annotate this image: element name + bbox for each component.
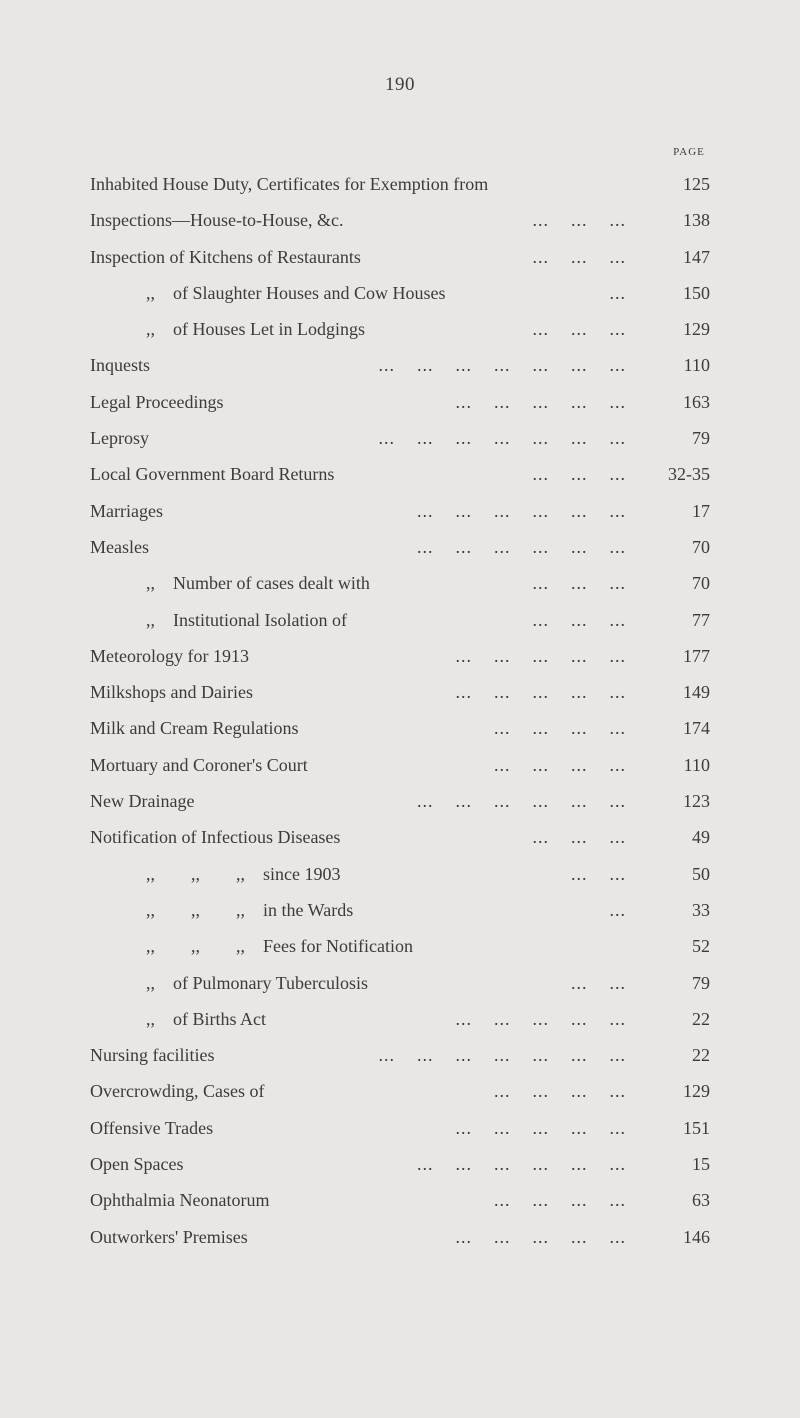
- entry-page-number: 110: [683, 355, 710, 376]
- entry-page-number: 32-35: [668, 464, 710, 485]
- entry-label: ,, of Births Act: [146, 1008, 266, 1029]
- page-number: 190: [385, 74, 415, 95]
- entry-page-number: 123: [683, 791, 710, 812]
- entry-page-number: 147: [683, 246, 710, 267]
- entry-label: Marriages: [90, 500, 163, 521]
- entry-page-number: 149: [683, 682, 710, 703]
- entry-label: ,, ,, ,, in the Wards: [146, 899, 354, 920]
- entry-leader-dots: ... ... ... ... ... ...: [417, 791, 626, 812]
- index-entry: [90, 311, 710, 347]
- entry-leader-dots: ... ... ... ... ...: [455, 1226, 626, 1247]
- entry-page-number: 50: [692, 863, 710, 884]
- entry-label: Mortuary and Coroner's Court: [90, 754, 308, 775]
- entry-page-number: 163: [683, 391, 710, 412]
- entry-label: ,, of Pulmonary Tuberculosis: [146, 972, 369, 993]
- entry-leader-dots: ... ... ... ...: [494, 754, 626, 775]
- entry-page-number: 49: [692, 827, 710, 848]
- entry-label: Inhabited House Duty, Certificates for Exemption from: [90, 174, 489, 194]
- entry-page-number: 79: [692, 972, 710, 993]
- entry-page-number: 150: [683, 282, 710, 303]
- entry-page-number: 129: [683, 1081, 710, 1102]
- entry-page-number: 110: [683, 754, 710, 775]
- entry-leader-dots: ... ... ... ...: [494, 718, 626, 739]
- entry-label: Local Government Board Returns: [90, 464, 335, 485]
- entry-leader-dots: ... ... ... ... ... ... ...: [378, 355, 626, 376]
- index-entry: [90, 456, 710, 492]
- entry-label: Milk and Cream Regulations: [90, 718, 299, 739]
- entry-label: ,, Institutional Isolation of: [146, 609, 347, 630]
- index-entry: [90, 529, 710, 565]
- entry-page-number: 22: [692, 1008, 710, 1029]
- entry-leader-dots: ... ...: [571, 863, 626, 884]
- entry-leader-dots: ...: [609, 282, 626, 303]
- index-entry: [90, 1037, 710, 1073]
- entry-label: Legal Proceedings: [90, 391, 224, 412]
- index-entry: [90, 565, 710, 601]
- entry-page-number: 151: [683, 1117, 710, 1138]
- entry-leader-dots: ... ... ... ... ...: [455, 1117, 626, 1138]
- index-entry: [90, 384, 710, 420]
- index-entry: [90, 928, 710, 964]
- entry-label: Open Spaces: [90, 1154, 184, 1175]
- entry-page-number: 63: [692, 1190, 710, 1211]
- index-entry: [90, 710, 710, 746]
- entry-page-number: 52: [692, 936, 710, 957]
- entry-page-number: 146: [683, 1226, 710, 1247]
- index-entry: [90, 166, 710, 202]
- page-column-heading: PAGE: [673, 146, 705, 158]
- entry-leader-dots: ...: [609, 899, 626, 920]
- entry-leader-dots: ... ... ... ...: [494, 1190, 626, 1211]
- entry-leader-dots: ... ... ... ... ... ...: [417, 1154, 626, 1175]
- index-list: [90, 166, 710, 1255]
- entry-leader-dots: ... ... ... ... ...: [455, 391, 626, 412]
- entry-label: ,, Number of cases dealt with: [146, 573, 370, 594]
- index-entry: [90, 275, 710, 311]
- entry-leader-dots: ... ... ...: [532, 210, 626, 231]
- index-entry: [90, 1110, 710, 1146]
- index-entry: [90, 674, 710, 710]
- entry-label: Outworkers' Premises: [90, 1226, 248, 1247]
- entry-leader-dots: ... ... ...: [532, 573, 626, 594]
- entry-leader-dots: ... ... ... ... ...: [455, 682, 626, 703]
- entry-label: ,, of Slaughter Houses and Cow Houses: [146, 282, 446, 303]
- index-entry: [90, 856, 710, 892]
- entry-leader-dots: ... ... ... ... ... ... ...: [378, 428, 626, 449]
- index-entry: [90, 892, 710, 928]
- index-entry: [90, 1182, 710, 1218]
- entry-leader-dots: ... ... ... ... ... ...: [417, 500, 626, 521]
- entry-page-number: 79: [692, 428, 710, 449]
- entry-leader-dots: ... ... ... ... ...: [455, 1008, 626, 1029]
- index-entry: [90, 1146, 710, 1182]
- entry-leader-dots: ... ... ...: [532, 319, 626, 340]
- entry-page-number: 125: [683, 174, 710, 194]
- entry-leader-dots: ... ... ... ...: [494, 1081, 626, 1102]
- entry-page-number: 70: [692, 573, 710, 594]
- entry-leader-dots: ... ... ...: [532, 246, 626, 267]
- entry-page-number: 177: [683, 645, 710, 666]
- index-entry: [90, 965, 710, 1001]
- index-entry: [90, 202, 710, 238]
- index-entry: [90, 1073, 710, 1109]
- entry-page-number: 138: [683, 210, 710, 231]
- index-entry: [90, 819, 710, 855]
- entry-leader-dots: ... ... ...: [532, 464, 626, 485]
- entry-page-number: 33: [692, 899, 710, 920]
- index-entry: [90, 638, 710, 674]
- entry-label: ,, ,, ,, since 1903: [146, 863, 341, 884]
- entry-page-number: 15: [692, 1154, 710, 1175]
- index-entry: [90, 1219, 710, 1255]
- entry-label: Milkshops and Dairies: [90, 682, 253, 703]
- entry-leader-dots: ... ... ... ... ... ... ...: [378, 1045, 626, 1066]
- entry-leader-dots: ... ... ...: [532, 609, 626, 630]
- index-entry: [90, 602, 710, 638]
- entry-label: ,, of Houses Let in Lodgings: [146, 319, 365, 340]
- entry-page-number: 22: [692, 1045, 710, 1066]
- entry-label: Inquests: [90, 355, 150, 376]
- entry-label: ,, ,, ,, Fees for Notification: [146, 936, 413, 957]
- entry-page-number: 174: [683, 718, 710, 739]
- index-entry: [90, 783, 710, 819]
- index-entry: [90, 420, 710, 456]
- entry-label: Nursing facilities: [90, 1045, 215, 1066]
- entry-label: Ophthalmia Neonatorum: [90, 1190, 270, 1211]
- entry-leader-dots: ... ... ...: [532, 827, 626, 848]
- entry-label: Overcrowding, Cases of: [90, 1081, 265, 1102]
- entry-label: Meteorology for 1913: [90, 645, 249, 666]
- entry-label: Inspection of Kitchens of Restaurants: [90, 246, 361, 267]
- entry-page-number: 77: [692, 609, 710, 630]
- entry-leader-dots: ... ...: [571, 972, 626, 993]
- entry-leader-dots: ... ... ... ... ...: [455, 645, 626, 666]
- entry-page-number: 17: [692, 500, 710, 521]
- index-entry: [90, 493, 710, 529]
- entry-label: Notification of Infectious Diseases: [90, 827, 341, 848]
- entry-label: Offensive Trades: [90, 1117, 214, 1138]
- entry-page-number: 129: [683, 319, 710, 340]
- entry-label: Leprosy: [90, 428, 149, 449]
- index-entry: [90, 1001, 710, 1037]
- entry-page-number: 70: [692, 536, 710, 557]
- index-entry: [90, 747, 710, 783]
- entry-label: Measles: [90, 536, 149, 557]
- entry-leader-dots: ... ... ... ... ... ...: [417, 536, 626, 557]
- index-entry: [90, 239, 710, 275]
- entry-label: Inspections—House-to-House, &c.: [90, 210, 344, 231]
- entry-label: New Drainage: [90, 791, 195, 812]
- index-entry: [90, 347, 710, 383]
